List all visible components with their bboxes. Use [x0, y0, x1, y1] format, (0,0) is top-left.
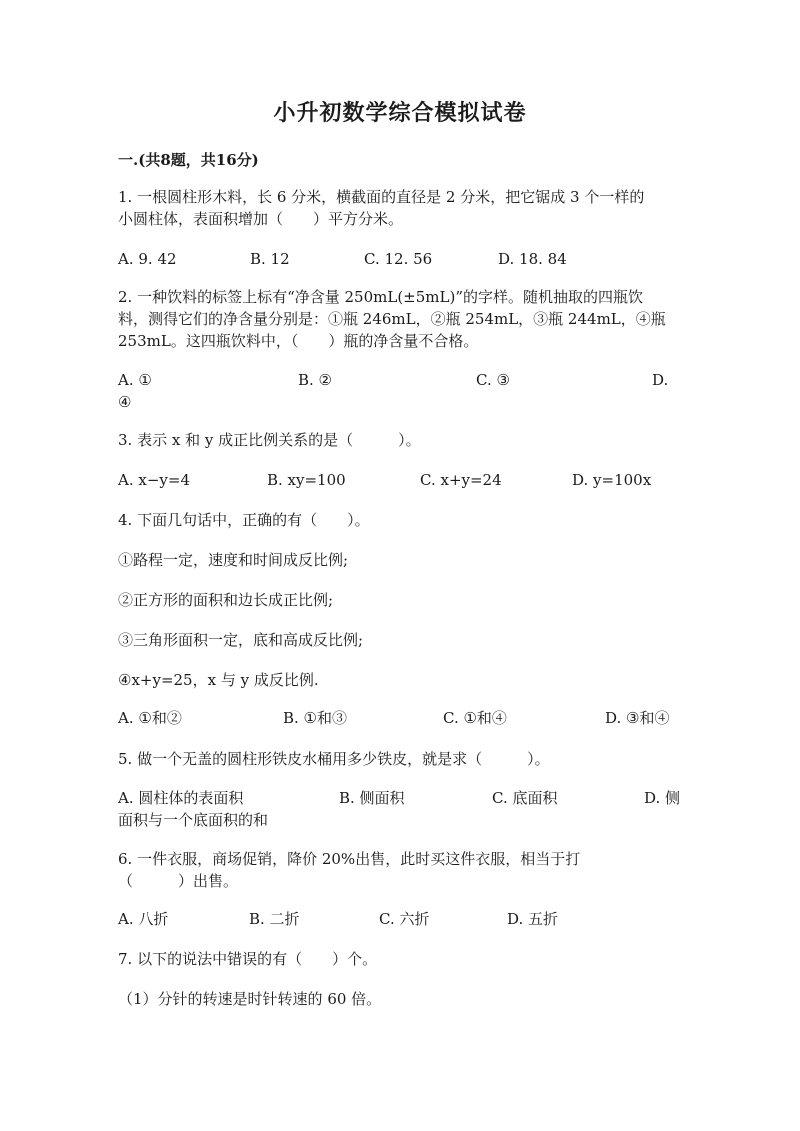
question-stem-line: 253mL。这四瓶饮料中，（ ）瓶的净含量不合格。: [118, 332, 479, 350]
statement: ④x+y=25，x 与 y 成反比例.: [118, 671, 319, 689]
question-stem-line: （ ）出售。: [118, 872, 239, 890]
exam-title: 小升初数学综合模拟试卷: [273, 100, 527, 126]
question-1-stem: [118, 186, 678, 230]
question-stem-line: 4. 下面几句话中，正确的有（ ）。: [118, 511, 370, 529]
statement: ①路程一定，速度和时间成反比例;: [118, 551, 349, 569]
question-5-stem: [118, 748, 678, 770]
option-c[interactable]: C. 六折: [379, 910, 430, 928]
question-6-stem: [118, 848, 678, 892]
statement: ②正方形的面积和边长成正比例;: [118, 591, 334, 609]
question-4-options: [118, 707, 678, 751]
question-4-stem: [118, 509, 678, 531]
question-5-options: [118, 787, 681, 831]
statement: ③三角形面积一定，底和高成反比例;: [118, 631, 364, 649]
option-b[interactable]: B. 12: [250, 250, 290, 268]
question-7-stem: [118, 948, 678, 970]
question-2-stem: [118, 286, 678, 352]
question-stem-line: 7. 以下的说法中错误的有（ ）个。: [118, 950, 378, 968]
option-d[interactable]: D. 五折: [507, 910, 559, 928]
option-d[interactable]: D. y=100x: [572, 471, 652, 489]
option-a[interactable]: A. x−y=4: [118, 471, 190, 489]
question-3-options: [118, 469, 678, 513]
question-stem-line: 1. 一根圆柱形木料，长 6 分米，横截面的直径是 2 分米，把它锯成 3 个一样的: [118, 188, 645, 206]
option-a[interactable]: A. 八折: [118, 910, 169, 928]
question-stem-line: 料，测得它们的净含量分别是：①瓶 246mL，②瓶 254mL，③瓶 244mL，④瓶: [118, 310, 666, 328]
option-c[interactable]: C. x+y=24: [420, 471, 502, 489]
option-d[interactable]: D. ③和④: [605, 709, 670, 727]
option-d-continued: 面积与一个底面积的和: [118, 811, 269, 829]
option-b[interactable]: B. 二折: [249, 910, 300, 928]
option-a[interactable]: A. 圆柱体的表面积: [118, 789, 244, 807]
option-b[interactable]: B. ②: [298, 371, 333, 389]
option-c[interactable]: C. ③: [476, 371, 510, 389]
option-d[interactable]: D.: [652, 371, 669, 389]
question-stem-line: 2. 一种饮料的标签上标有“净含量 250mL(±5mL)”的字样。随机抽取的四瓶饮: [118, 288, 644, 306]
option-a[interactable]: A. ①和②: [118, 709, 182, 727]
option-c[interactable]: C. ①和④: [443, 709, 507, 727]
question-3-stem: [118, 429, 678, 451]
question-stem-line: 5. 做一个无盖的圆柱形铁皮水桶用多少铁皮，就是求（ ）。: [118, 750, 550, 768]
option-b[interactable]: B. ①和③: [283, 709, 348, 727]
question-stem-line: 6. 一件衣服，商场促销，降价 20%出售，此时买这件衣服，相当于打: [118, 850, 581, 868]
option-d[interactable]: D. 18. 84: [498, 250, 567, 268]
question-stem-line: 3. 表示 x 和 y 成正比例关系的是（ ）。: [118, 431, 421, 449]
question-stem-line: 小圆柱体，表面积增加（ ）平方分米。: [118, 210, 404, 228]
option-a[interactable]: A. ①: [118, 371, 152, 389]
option-c[interactable]: C. 底面积: [492, 789, 558, 807]
option-a[interactable]: A. 9. 42: [118, 250, 177, 268]
statement: （1）分针的转速是时针转速的 60 倍。: [118, 990, 382, 1008]
option-d-continued: ④: [118, 393, 132, 411]
option-c[interactable]: C. 12. 56: [364, 250, 433, 268]
option-b[interactable]: B. xy=100: [267, 471, 346, 489]
question-2-options: [118, 369, 678, 413]
option-b[interactable]: B. 侧面积: [339, 789, 405, 807]
question-6-options: [118, 908, 678, 952]
section-heading: 一.(共8题，共16分): [118, 151, 259, 169]
option-d[interactable]: D. 侧: [644, 789, 681, 807]
